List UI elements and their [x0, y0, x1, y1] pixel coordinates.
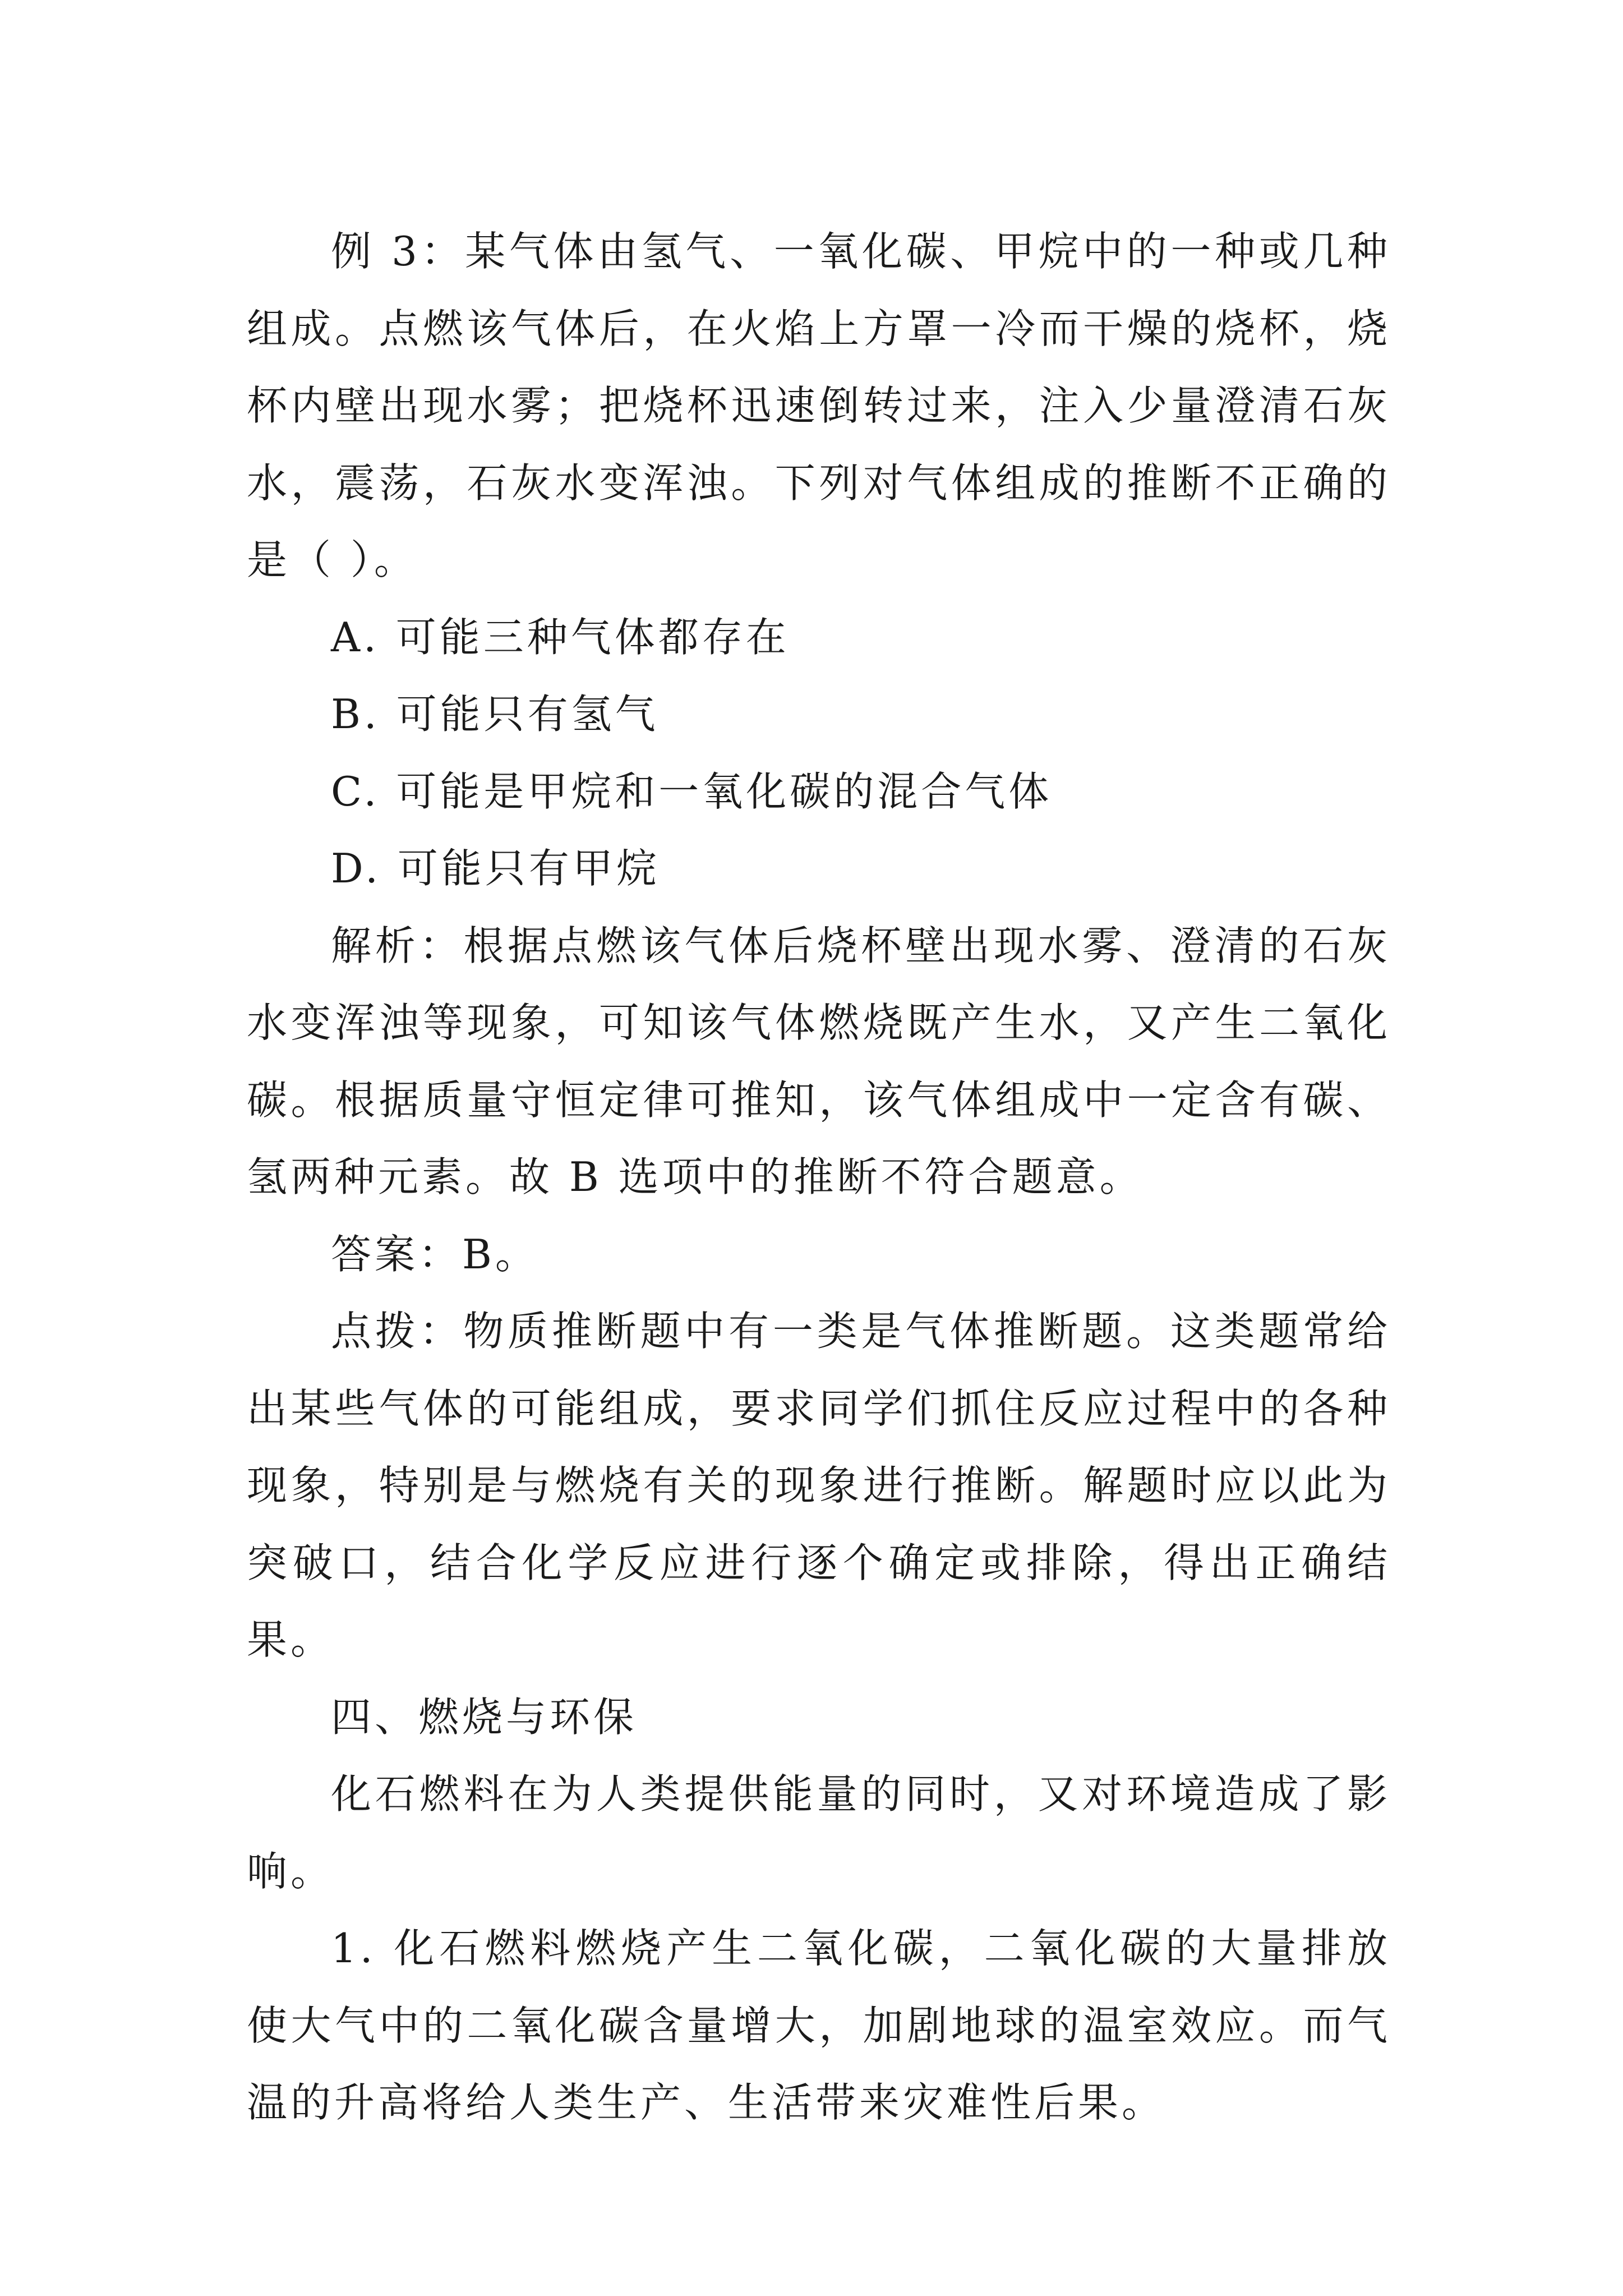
option-b: B. 可能只有氢气 [331, 691, 659, 738]
option-c: C. 可能是甲烷和一氧化碳的混合气体 [331, 767, 1053, 815]
example-question-paragraph: 例 3：某气体由氢气、一氧化碳、甲烷中的一种或几种组成。点燃该气体后，在火焰上方罩一冷而干燥的烧杯，烧杯内壁出现水雾；把烧杯迅速倒转过来，注入少量澄清石灰水，震荡，石灰水变浑浊。下列对气体组成的推断不正确的是（ ）。 [247, 228, 1391, 583]
option-a: A. 可能三种气体都存在 [331, 613, 790, 661]
option-d: D. 可能只有甲烷 [331, 845, 660, 892]
section-intro-paragraph: 化石燃料在为人类提供能量的同时，又对环境造成了影响。 [247, 1770, 1391, 1895]
document-body [247, 213, 1391, 2142]
answer-paragraph: 答案：B。 [331, 1230, 539, 1278]
point-1-paragraph: 1. 化石燃料燃烧产生二氧化碳，二氧化碳的大量排放使大气中的二氧化碳含量增大，加剧地球的温室效应。而气温的升高将给人类生产、生活带来灾难性后果。 [247, 1925, 1391, 2126]
analysis-paragraph: 解析：根据点燃该气体后烧杯壁出现水雾、澄清的石灰水变浑浊等现象，可知该气体燃烧既产生水，又产生二氧化碳。根据质量守恒定律可推知，该气体组成中一定含有碳、氢两种元素。故 B 选项中的推断不符合题意。 [247, 922, 1391, 1200]
tip-paragraph: 点拨：物质推断题中有一类是气体推断题。这类题常给出某些气体的可能组成，要求同学们抓住反应过程中的各种现象，特别是与燃烧有关的现象进行推断。解题时应以此为突破口，结合化学反应进行逐个确定或排除，得出正确结果。 [247, 1308, 1391, 1663]
section-heading: 四、燃烧与环保 [331, 1693, 638, 1741]
